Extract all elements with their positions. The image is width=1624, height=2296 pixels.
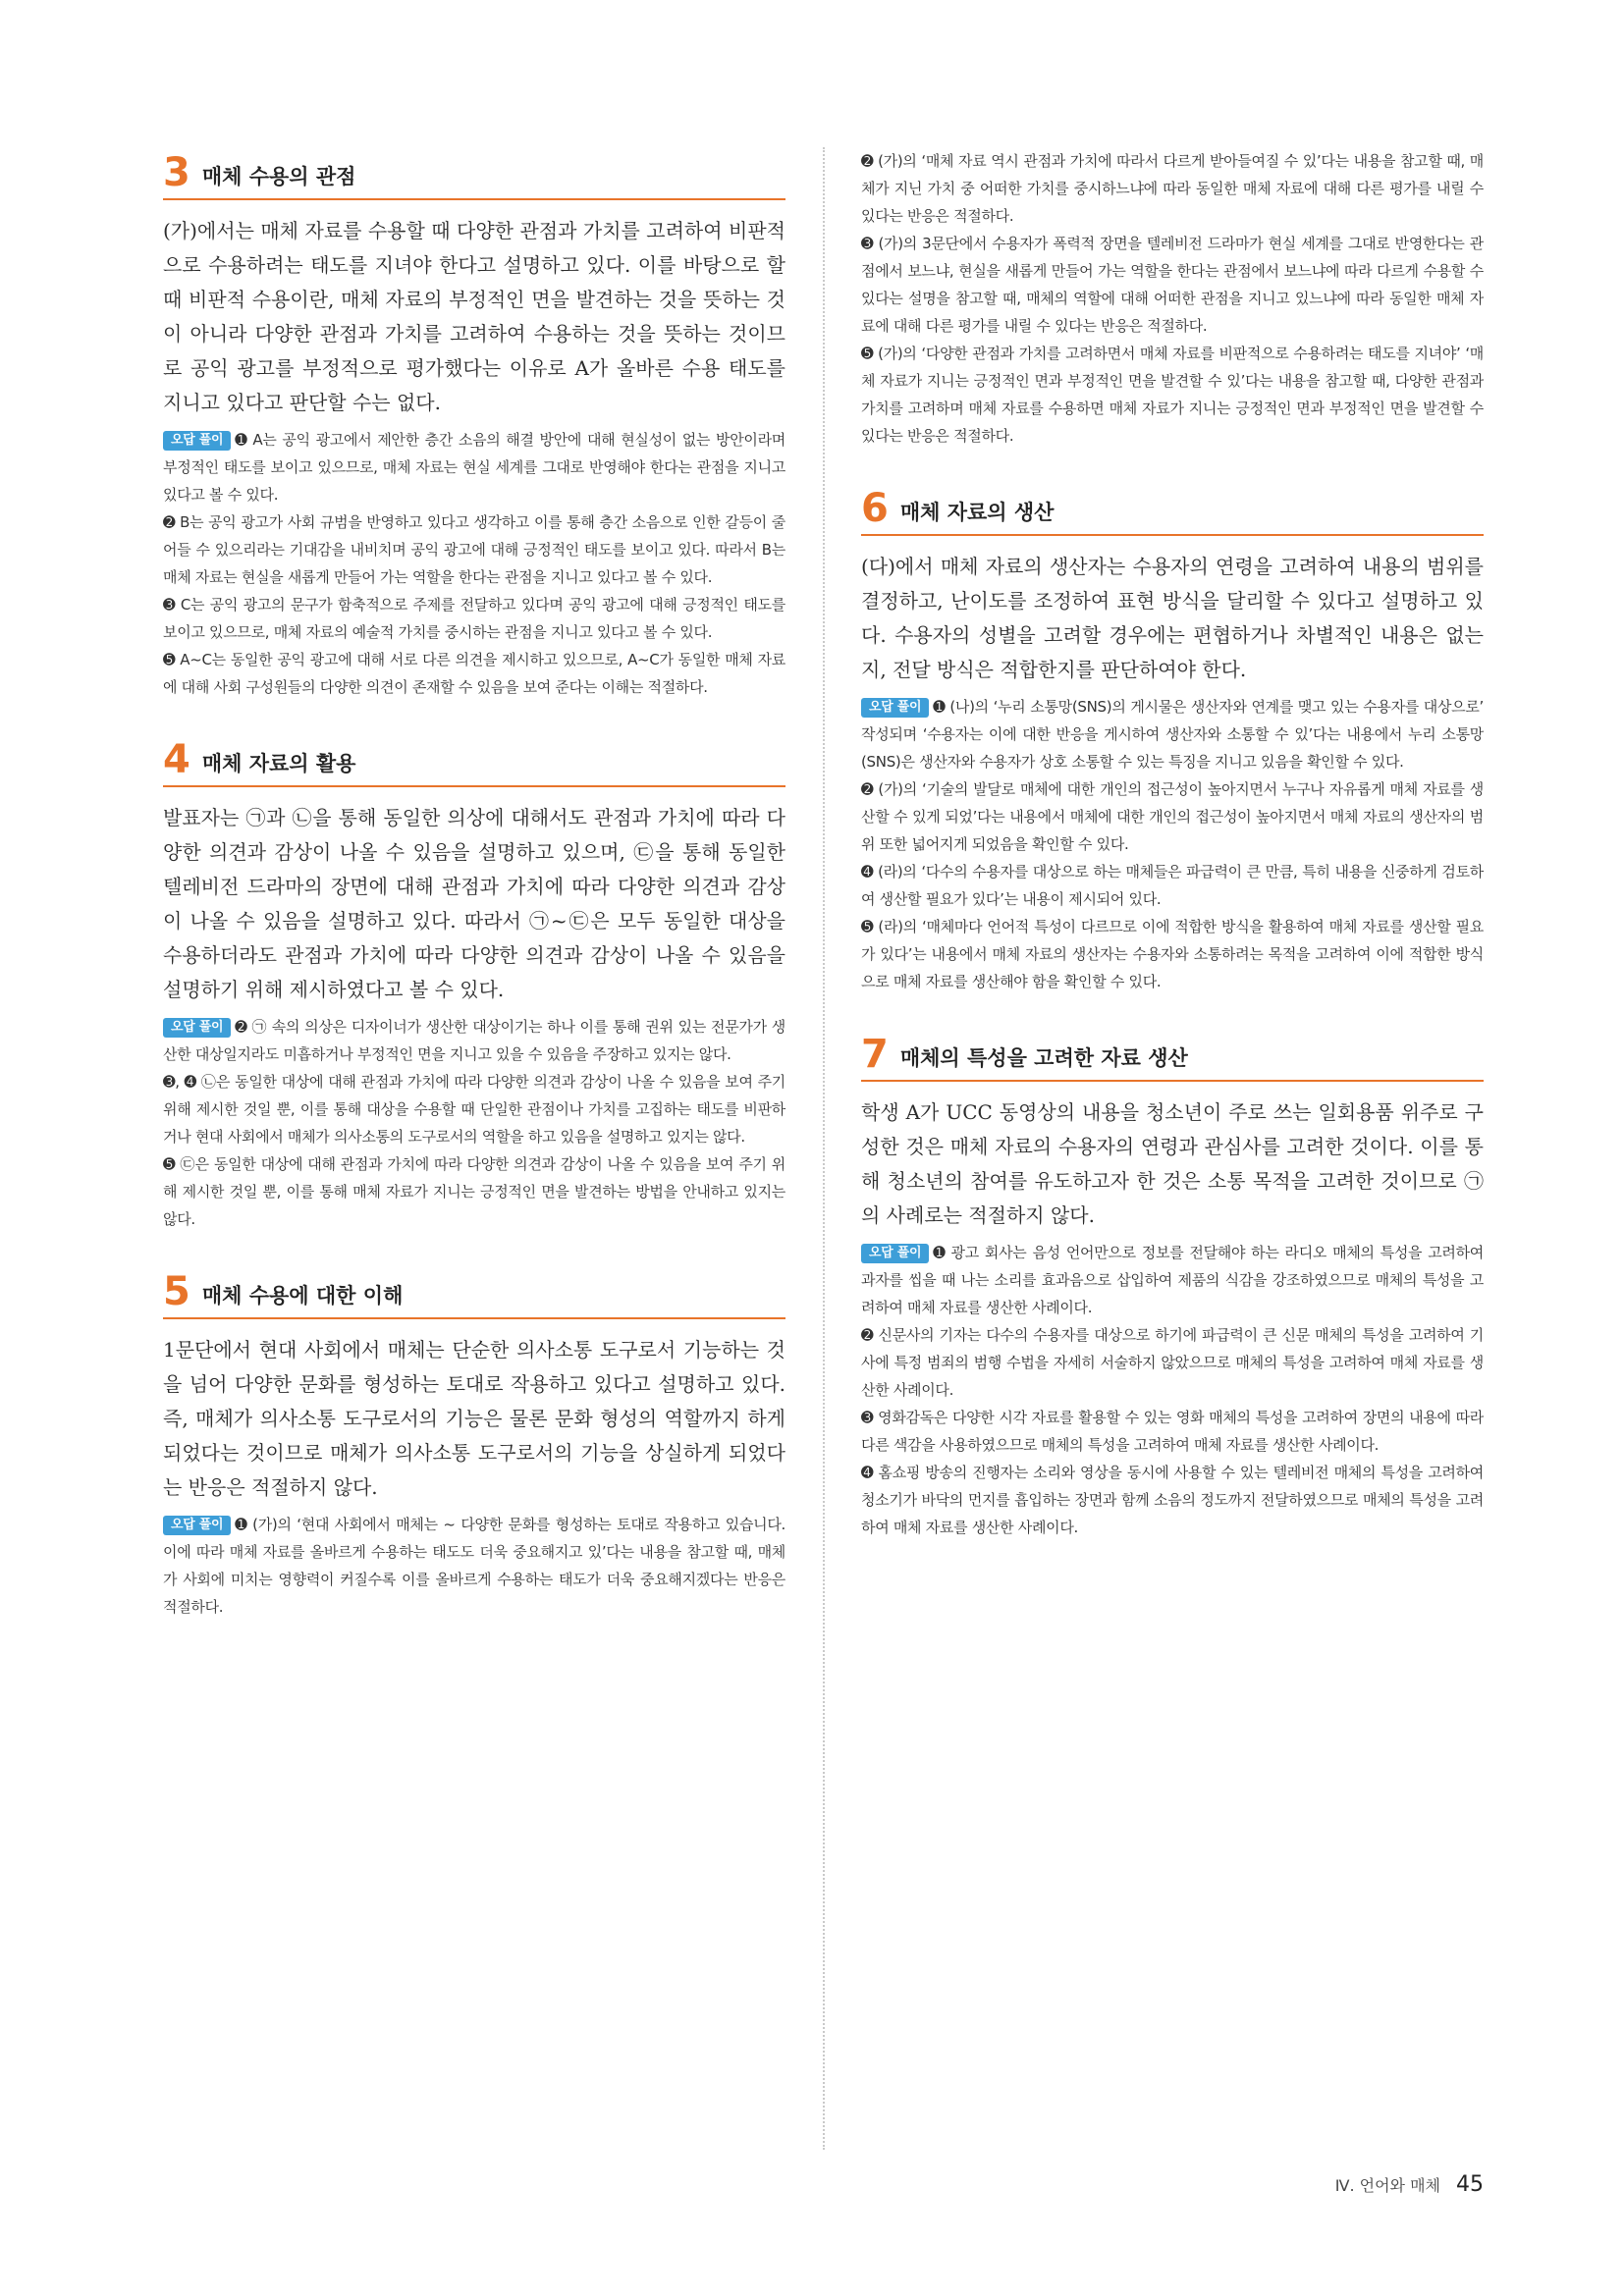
section-number: 6 — [861, 486, 889, 531]
wrong-answer-badge: 오답 풀이 — [861, 698, 929, 718]
wrong-answer-notes — [861, 1239, 1484, 1541]
page-number: 45 — [1456, 2172, 1484, 2197]
wrong-answer-notes — [163, 1013, 785, 1233]
section-header — [163, 150, 785, 200]
note — [163, 1511, 785, 1621]
wrong-answer-badge: 오답 풀이 — [163, 1018, 231, 1038]
note: ➌ (가)의 3문단에서 수용자가 폭력적 장면을 텔레비전 드라마가 현실 세계를 그대로 반영한다는 관점에서 보느냐, 현실을 새롭게 만들어 가는 역할을 한다는 관점에서 보느냐에 따라 다르게 수용할 수 있다는 설명을 참고할 때, 매체의 역할에 대해 어떠한 관점을 지니고 있느냐에 따라 동일한 매체 자료에 대해 다른 평가를 내릴 수 있다는 반응은 적절하다. — [861, 235, 1484, 335]
wrong-answer-notes — [163, 426, 785, 701]
note: ➌, ➍ ㉡은 동일한 대상에 대해 관점과 가치에 따라 다양한 의견과 감상이 나올 수 있음을 보여 주기 위해 제시한 것일 뿐, 이를 통해 대상을 수용할 때 단일한 관점이나 가치를 고집하는 태도를 비판하거나 현대 사회에서 매체가 의사소통의 도구로서의 역할을 하고 있음을 설명하고 있지는 않다. — [163, 1073, 785, 1146]
note: ➌ 영화감독은 다양한 시각 자료를 활용할 수 있는 영화 매체의 특성을 고려하여 장면의 내용에 따라 다른 색감을 사용하였으므로 매체의 특성을 고려하여 매체 자료를 생산한 사례이다. — [861, 1409, 1484, 1454]
section-body: 학생 A가 UCC 동영상의 내용을 청소년이 주로 쓰는 일회용품 위주로 구성한 것은 매체 자료의 수용자의 연령과 관심사를 고려한 것이다. 이를 통해 청소년의 참여를 유도하고자 한 것은 소통 목적을 고려한 것이므로 ㉠의 사례로는 적절하지 않다. — [861, 1100, 1484, 1227]
wrong-answer-notes — [861, 693, 1484, 995]
section-number: 7 — [861, 1032, 889, 1077]
section-body: (가)에서는 매체 자료를 수용할 때 다양한 관점과 가치를 고려하여 비판적으로 수용하려는 태도를 지녀야 한다고 설명하고 있다. 이를 바탕으로 할 때 비판적 수용이란, 매체 자료의 부정적인 면을 발견하는 것을 뜻하는 것이 아니라 다양한 관점과 가치를 고려하여 수용하는 것을 뜻하는 것이므로 공익 광고를 부정적으로 평가했다는 이유로 A가 올바른 수용 태도를 지니고 있다고 판단할 수는 없다. — [163, 219, 785, 414]
section-title: 매체 자료의 생산 — [899, 501, 1055, 524]
note: ➍ 홈쇼핑 방송의 진행자는 소리와 영상을 동시에 사용할 수 있는 텔레비전 매체의 특성을 고려하여 청소기가 바닥의 먼지를 흡입하는 장면과 함께 소음의 정도까지 전달하였으므로 매체의 특성을 고려하여 매체 자료를 생산한 사례이다. — [861, 1464, 1484, 1536]
column-divider — [823, 147, 825, 2150]
section-7 — [861, 1032, 1484, 1541]
wrong-answer-notes — [163, 1511, 785, 1621]
section-title: 매체 자료의 활용 — [201, 752, 356, 775]
note: ➎ A~C는 동일한 공익 광고에 대해 서로 다른 의견을 제시하고 있으므로, A~C가 동일한 매체 자료에 대해 사회 구성원들의 다양한 의견이 존재할 수 있음을 보여 준다는 이해는 적절하다. — [163, 651, 785, 696]
note: ➍ (라)의 ‘다수의 수용자를 대상으로 하는 매체들은 파급력이 큰 만큼, 특히 내용을 신중하게 검토하여 생산할 필요가 있다’는 내용이 제시되어 있다. — [861, 863, 1484, 908]
note-text: ➊ A는 공익 광고에서 제안한 층간 소음의 해결 방안에 대해 현실성이 없는 방안이라며 부정적인 태도를 보이고 있으므로, 매체 자료는 현실 세계를 그대로 반영해야 한다는 관점을 지니고 있다고 볼 수 있다. — [163, 431, 785, 504]
section-5 — [163, 1269, 785, 1621]
section-title: 매체의 특성을 고려한 자료 생산 — [899, 1046, 1188, 1070]
note: ➌ C는 공익 광고의 문구가 함축적으로 주제를 전달하고 있다며 공익 광고에 대해 긍정적인 태도를 보이고 있으므로, 매체 자료의 예술적 가치를 중시하는 관점을 지니고 있다고 볼 수 있다. — [163, 596, 785, 641]
note — [163, 426, 785, 508]
note: ➋ (가)의 ‘매체 자료 역시 관점과 가치에 따라서 다르게 받아들여질 수 있’다는 내용을 참고할 때, 매체가 지닌 가치 중 어떠한 가치를 중시하느냐에 따라 동일한 매체 자료에 대해 다른 평가를 내릴 수 있다는 반응은 적절하다. — [861, 152, 1484, 225]
section-5-notes-continued — [861, 147, 1484, 450]
right-column — [861, 147, 1484, 1580]
section-header — [163, 1269, 785, 1319]
note-text: ➊ (가)의 ‘현대 사회에서 매체는 ~ 다양한 문화를 형성하는 토대로 작용하고 있습니다. 이에 따라 매체 자료를 올바르게 수용하는 태도도 더욱 중요해지고 있’다는 내용을 참고할 때, 매체가 사회에 미치는 영향력이 커질수록 이를 올바르게 수용하는 태도가 더욱 중요해지겠다는 반응은 적절하다. — [163, 1516, 785, 1616]
note: ➎ ㉢은 동일한 대상에 대해 관점과 가치에 따라 다양한 의견과 감상이 나올 수 있음을 보여 주기 위해 제시한 것일 뿐, 이를 통해 매체 자료가 지니는 긍정적인 면을 발견하는 방법을 안내하고 있지는 않다. — [163, 1155, 785, 1228]
section-6 — [861, 486, 1484, 995]
note: ➎ (라)의 ‘매체마다 언어적 특성이 다르므로 이에 적합한 방식을 활용하여 매체 자료를 생산할 필요가 있다’는 내용에서 매체 자료의 생산자는 수용자와 소통하려는 목적을 고려하여 이에 적합한 방식으로 매체 자료를 생산해야 함을 확인할 수 있다. — [861, 918, 1484, 990]
section-3 — [163, 150, 785, 701]
note: ➎ (가)의 ‘다양한 관점과 가치를 고려하면서 매체 자료를 비판적으로 수용하려는 태도를 지녀야’ ‘매체 자료가 지니는 긍정적인 면과 부정적인 면을 발견할 수 있’다는 내용을 참고할 때, 다양한 관점과 가치를 고려하며 매체 자료를 수용하면 매체 자료가 지니는 긍정적인 면과 부정적인 면을 발견할 수 있다는 반응은 적절하다. — [861, 345, 1484, 445]
section-number: 3 — [163, 150, 190, 195]
section-header — [163, 737, 785, 787]
left-column — [163, 150, 785, 1660]
section-title: 매체 수용의 관점 — [201, 165, 356, 188]
note: ➋ B는 공익 광고가 사회 규범을 반영하고 있다고 생각하고 이를 통해 층간 소음으로 인한 갈등이 줄어들 수 있으리라는 기대감을 내비치며 공익 광고에 대해 긍정적인 태도를 보이고 있다. 따라서 B는 매체 자료는 현실을 새롭게 만들어 가는 역할을 한다는 관점을 지니고 있다고 볼 수 있다. — [163, 513, 785, 586]
section-body: 발표자는 ㉠과 ㉡을 통해 동일한 의상에 대해서도 관점과 가치에 따라 다양한 의견과 감상이 나올 수 있음을 설명하고 있으며, ㉢을 통해 동일한 텔레비전 드라마의 장면에 대해 관점과 가치에 따라 다양한 의견과 감상이 나올 수 있음을 설명하고 있다. 따라서 ㉠~㉢은 모두 동일한 대상을 수용하더라도 관점과 가치에 따라 다양한 의견과 감상이 나올 수 있음을 설명하기 위해 제시하였다고 볼 수 있다. — [163, 806, 785, 1001]
chapter-label: Ⅳ. 언어와 매체 — [1334, 2176, 1440, 2195]
section-body: 1문단에서 현대 사회에서 매체는 단순한 의사소통 도구로서 기능하는 것을 넘어 다양한 문화를 형성하는 토대로 작용하고 있다고 설명하고 있다. 즉, 매체가 의사소통 도구로서의 기능은 물론 문화 형성의 역할까지 하게 되었다는 것이므로 매체가 의사소통 도구로서의 기능을 상실하게 되었다는 반응은 적절하지 않다. — [163, 1338, 785, 1499]
wrong-answer-badge: 오답 풀이 — [163, 1516, 231, 1535]
wrong-answer-badge: 오답 풀이 — [861, 1244, 929, 1263]
note — [163, 1013, 785, 1068]
section-title: 매체 수용에 대한 이해 — [201, 1284, 404, 1308]
note-text: ➊ (나)의 ‘누리 소통망(SNS)의 게시물은 생산자와 연계를 맺고 있는 수용자를 대상으로’ 작성되며 ‘수용자는 이에 대한 반응을 게시하여 생산자와 소통할 수 있’다는 내용에서 누리 소통망(SNS)은 생산자와 수용자가 상호 소통할 수 있는 특징을 지니고 있음을 확인할 수 있다. — [861, 698, 1484, 771]
section-number: 5 — [163, 1269, 190, 1314]
note: ➋ 신문사의 기자는 다수의 수용자를 대상으로 하기에 파급력이 큰 신문 매체의 특성을 고려하여 기사에 특정 범죄의 범행 수법을 자세히 서술하지 않았으므로 매체의 특성을 고려하여 매체 자료를 생산한 사례이다. — [861, 1326, 1484, 1399]
page-footer — [1335, 2172, 1484, 2197]
note-text: ➊ 광고 회사는 음성 언어만으로 정보를 전달해야 하는 라디오 매체의 특성을 고려하여 과자를 씹을 때 나는 소리를 효과음으로 삽입하여 제품의 식감을 강조하였으므로 매체의 특성을 고려하여 매체 자료를 생산한 사례이다. — [861, 1244, 1484, 1316]
note — [861, 693, 1484, 775]
note — [861, 1239, 1484, 1321]
section-header — [861, 1032, 1484, 1082]
note-text: ➋ ㉠ 속의 의상은 디자이너가 생산한 대상이기는 하나 이를 통해 권위 있는 전문가가 생산한 대상일지라도 미흡하거나 부정적인 면을 지니고 있을 수 있음을 주장하고 있지는 않다. — [163, 1018, 785, 1063]
section-header — [861, 486, 1484, 536]
section-number: 4 — [163, 737, 190, 782]
section-4 — [163, 737, 785, 1233]
note: ➋ (가)의 ‘기술의 발달로 매체에 대한 개인의 접근성이 높아지면서 누구나 자유롭게 매체 자료를 생산할 수 있게 되었’다는 내용에서 매체에 대한 개인의 접근성이 높아지면서 매체 자료의 생산자의 범위 또한 넓어지게 되었음을 확인할 수 있다. — [861, 780, 1484, 853]
section-body: (다)에서 매체 자료의 생산자는 수용자의 연령을 고려하여 내용의 범위를 결정하고, 난이도를 조정하여 표현 방식을 달리할 수 있다고 설명하고 있다. 수용자의 성별을 고려할 경우에는 편협하거나 차별적인 내용은 없는지, 전달 방식은 적합한지를 판단하여야 한다. — [861, 555, 1484, 681]
wrong-answer-badge: 오답 풀이 — [163, 431, 231, 451]
